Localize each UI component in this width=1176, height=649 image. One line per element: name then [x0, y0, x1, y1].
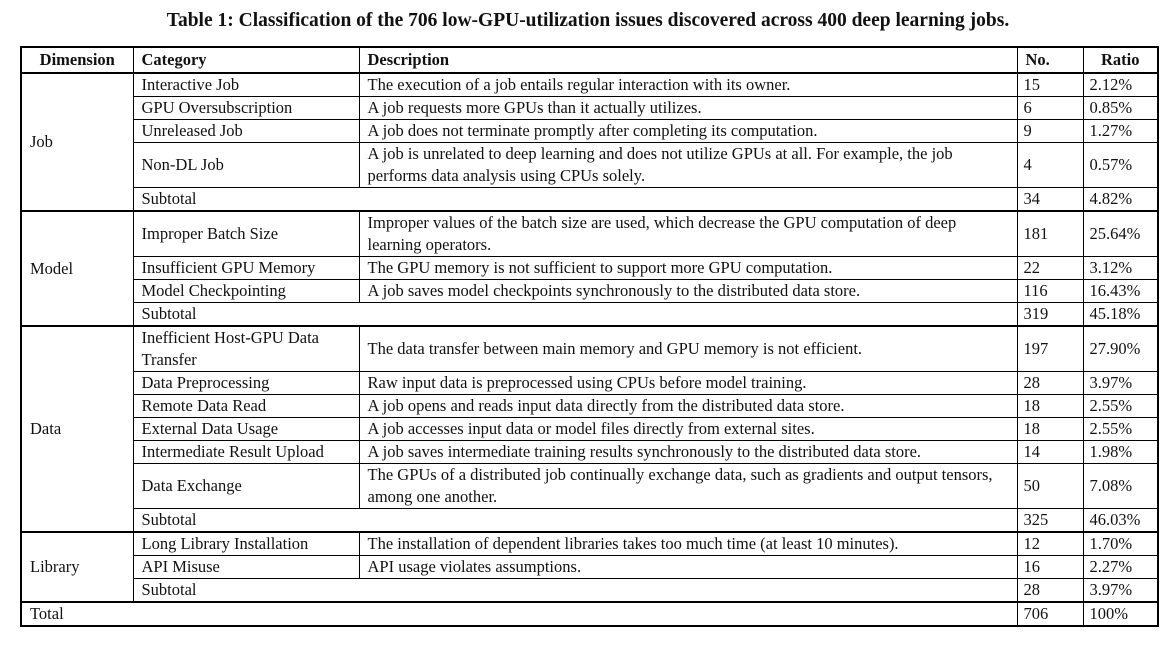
category-cell: Unreleased Job — [133, 120, 359, 143]
category-cell: Data Preprocessing — [133, 372, 359, 395]
dimension-cell: Data — [21, 326, 133, 532]
table-row — [21, 120, 1158, 143]
number-cell: 6 — [1017, 97, 1083, 120]
description-cell: The GPU memory is not sufficient to support more GPU computation. — [359, 257, 1017, 280]
category-cell: Interactive Job — [133, 73, 359, 97]
description-cell: The data transfer between main memory and GPU memory is not efficient. — [359, 326, 1017, 372]
subtotal-ratio: 46.03% — [1083, 509, 1158, 533]
ratio-cell: 0.57% — [1083, 143, 1158, 188]
subtotal-row — [21, 303, 1158, 327]
description-cell: The GPUs of a distributed job continually exchange data, such as gradients and output tensors, among one another. — [359, 464, 1017, 509]
description-cell: The installation of dependent libraries takes too much time (at least 10 minutes). — [359, 532, 1017, 556]
table-row — [21, 441, 1158, 464]
table-row — [21, 532, 1158, 556]
ratio-cell: 27.90% — [1083, 326, 1158, 372]
header-category: Category — [133, 47, 359, 73]
description-cell: The execution of a job entails regular interaction with its owner. — [359, 73, 1017, 97]
header-ratio: Ratio — [1083, 47, 1158, 73]
table-row — [21, 280, 1158, 303]
category-cell: Model Checkpointing — [133, 280, 359, 303]
category-cell: Insufficient GPU Memory — [133, 257, 359, 280]
table-row — [21, 464, 1158, 509]
category-cell: Improper Batch Size — [133, 211, 359, 257]
description-cell: A job opens and reads input data directly from the distributed data store. — [359, 395, 1017, 418]
subtotal-number: 319 — [1017, 303, 1083, 327]
category-cell: API Misuse — [133, 556, 359, 579]
ratio-cell: 1.27% — [1083, 120, 1158, 143]
ratio-cell: 3.12% — [1083, 257, 1158, 280]
subtotal-row — [21, 188, 1158, 212]
subtotal-number: 28 — [1017, 579, 1083, 603]
table-row — [21, 211, 1158, 257]
ratio-cell: 16.43% — [1083, 280, 1158, 303]
dimension-cell: Library — [21, 532, 133, 602]
table-row — [21, 556, 1158, 579]
table-row — [21, 257, 1158, 280]
number-cell: 9 — [1017, 120, 1083, 143]
category-cell: External Data Usage — [133, 418, 359, 441]
number-cell: 18 — [1017, 395, 1083, 418]
number-cell: 16 — [1017, 556, 1083, 579]
dimension-cell: Model — [21, 211, 133, 326]
subtotal-label: Subtotal — [133, 509, 1017, 533]
table-caption: Table 1: Classification of the 706 low-GPU-utilization issues discovered across 400 deep learning jobs. — [166, 10, 1010, 31]
category-cell: GPU Oversubscription — [133, 97, 359, 120]
table-row — [21, 326, 1158, 372]
ratio-cell: 0.85% — [1083, 97, 1158, 120]
ratio-cell: 2.55% — [1083, 395, 1158, 418]
description-cell: A job saves intermediate training results synchronously to the distributed data store. — [359, 441, 1017, 464]
category-cell: Data Exchange — [133, 464, 359, 509]
subtotal-number: 325 — [1017, 509, 1083, 533]
ratio-cell: 2.27% — [1083, 556, 1158, 579]
number-cell: 15 — [1017, 73, 1083, 97]
number-cell: 22 — [1017, 257, 1083, 280]
description-cell: A job accesses input data or model files directly from external sites. — [359, 418, 1017, 441]
table-row — [21, 418, 1158, 441]
table-row — [21, 73, 1158, 97]
ratio-cell: 1.70% — [1083, 532, 1158, 556]
category-cell: Non-DL Job — [133, 143, 359, 188]
description-cell: Raw input data is preprocessed using CPUs before model training. — [359, 372, 1017, 395]
subtotal-label: Subtotal — [133, 303, 1017, 327]
number-cell: 28 — [1017, 372, 1083, 395]
total-row — [21, 602, 1158, 626]
header-dimension: Dimension — [21, 47, 133, 73]
header-number: No. — [1017, 47, 1083, 73]
category-cell: Long Library Installation — [133, 532, 359, 556]
number-cell: 197 — [1017, 326, 1083, 372]
subtotal-ratio: 45.18% — [1083, 303, 1158, 327]
category-cell: Remote Data Read — [133, 395, 359, 418]
description-cell: A job saves model checkpoints synchronously to the distributed data store. — [359, 280, 1017, 303]
subtotal-ratio: 3.97% — [1083, 579, 1158, 603]
table-row — [21, 143, 1158, 188]
subtotal-label: Subtotal — [133, 188, 1017, 212]
ratio-cell: 7.08% — [1083, 464, 1158, 509]
subtotal-number: 34 — [1017, 188, 1083, 212]
description-cell: Improper values of the batch size are used, which decrease the GPU computation of deep learning operators. — [359, 211, 1017, 257]
number-cell: 14 — [1017, 441, 1083, 464]
number-cell: 18 — [1017, 418, 1083, 441]
ratio-cell: 3.97% — [1083, 372, 1158, 395]
description-cell: A job is unrelated to deep learning and does not utilize GPUs at all. For example, the job performs data analysis using CPUs solely. — [359, 143, 1017, 188]
category-cell: Intermediate Result Upload — [133, 441, 359, 464]
classification-table — [20, 46, 1159, 627]
subtotal-row — [21, 509, 1158, 533]
subtotal-ratio: 4.82% — [1083, 188, 1158, 212]
table-row — [21, 372, 1158, 395]
number-cell: 4 — [1017, 143, 1083, 188]
number-cell: 116 — [1017, 280, 1083, 303]
subtotal-label: Subtotal — [133, 579, 1017, 603]
dimension-cell: Job — [21, 73, 133, 211]
description-cell: A job requests more GPUs than it actually utilizes. — [359, 97, 1017, 120]
ratio-cell: 2.12% — [1083, 73, 1158, 97]
header-description: Description — [359, 47, 1017, 73]
header-row — [21, 47, 1158, 73]
table-row — [21, 97, 1158, 120]
table-row — [21, 395, 1158, 418]
table-body — [21, 73, 1158, 626]
description-cell: API usage violates assumptions. — [359, 556, 1017, 579]
total-label: Total — [21, 602, 1017, 626]
number-cell: 12 — [1017, 532, 1083, 556]
number-cell: 50 — [1017, 464, 1083, 509]
category-cell: Inefficient Host-GPU Data Transfer — [133, 326, 359, 372]
number-cell: 181 — [1017, 211, 1083, 257]
ratio-cell: 25.64% — [1083, 211, 1158, 257]
ratio-cell: 2.55% — [1083, 418, 1158, 441]
subtotal-row — [21, 579, 1158, 603]
total-ratio: 100% — [1083, 602, 1158, 626]
description-cell: A job does not terminate promptly after completing its computation. — [359, 120, 1017, 143]
ratio-cell: 1.98% — [1083, 441, 1158, 464]
total-number: 706 — [1017, 602, 1083, 626]
